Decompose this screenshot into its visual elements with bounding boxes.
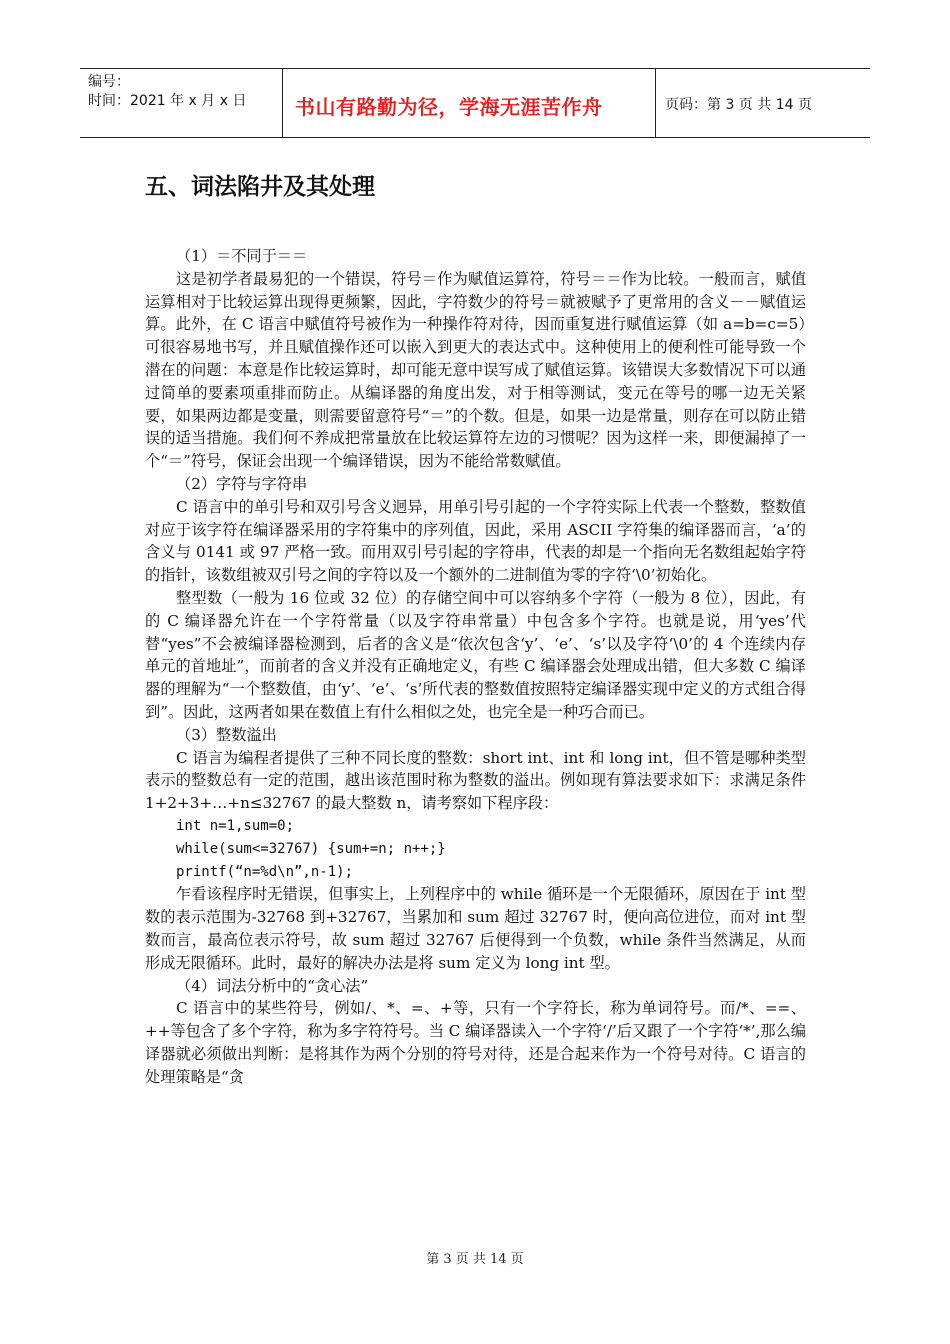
body-paragraph: 这是初学者最易犯的一个错误，符号＝作为赋值运算符，符号＝＝作为比较。一般而言，赋值运算相对于比较运算出现得更频繁，因此，字符数少的符号＝就被赋予了更常用的含义－－赋值运算。此外，在 C 语言中赋值符号被作为一种操作符对待，因而重复进行赋值运算（如 a=b=c=5）可很容易地书写，并且赋值操作还可以嵌入到更大的表达式中。这种使用上的便利性可能导致一个潜在的问题：本意是作比较运算时，却可能无意中误写成了赋值运算。该错误大多数情况下可以通过简单的要素项重排而防止。从编译器的角度出发，对于相等测试，变元在等号的哪一边无关紧要，如果两边都是变量，则需要留意符号“＝”的个数。但是，如果一边是常量，则存在可以防止错误的适当措施。我们何不养成把常量放在比较运算符左边的习惯呢？因为这样一来，即便漏掉了一个“＝”符号，保证会出现一个编译错误，因为不能给常数赋值。 xyxy=(145,269,806,471)
body-paragraph: C 语言中的某些符号，例如/、*、=、+等，只有一个字符长，称为单词符号。而/*、==、++等包含了多个字符，称为多字符符号。当 C 编译器读入一个字符‘/’后又跟了一个字符‘*’,那么编译器就必须做出判断：是将其作为两个分别的符号对待，还是合起来作为一个符号对待。C 语言的处理策略是“贪 xyxy=(145,999,806,1086)
body-paragraph: C 语言中的单引号和双引号含义迥异，用单引号引起的一个字符实际上代表一个整数，整数值对应于该字符在编译器采用的字符集中的序列值，因此，采用 ASCII 字符集的编译器而言，‘a’的含义与 0141 或 97 严格一致。而用双引号引起的字符串，代表的却是一个指向无名数组起始字符的指针，该数组被双引号之间的字符以及一个额外的二进制值为零的字符‘\0’初始化。 xyxy=(145,497,806,585)
page-footer: 第 3 页 共 14 页 xyxy=(426,1252,524,1267)
header-divider-right xyxy=(655,69,656,137)
document-body xyxy=(145,245,806,1088)
body-paragraph: C 语言为编程者提供了三种不同长度的整数：short int、int 和 long int，但不管是哪种类型表示的整数总有一定的范围，越出该范围时称为整数的溢出。例如现有算法要求如下：求满足条件 1+2+3+…+n≤32767 的最大整数 n，请考察如下程序段： xyxy=(145,748,806,813)
code-line: printf(“n=%d\n”,n-1); xyxy=(176,863,354,880)
subsection-heading: （4）词法分析中的“贪心法” xyxy=(176,976,369,995)
subsection-heading: （1）＝不同于＝＝ xyxy=(176,247,308,265)
section-title: 五、词法陷井及其处理 xyxy=(145,174,375,200)
body-paragraph: 乍看该程序时无错误，但事实上，上列程序中的 while 循环是一个无限循环，原因在于 int 型数的表示范围为-32768 到+32767，当累加和 sum 超过 32767 时，便向高位进位，而对 int 型数而言，最高位表示符号，故 sum 超过 32767 后便得到一个负数，while 条件当然满足，从而形成无限循环。此时，最好的解决办法是将 sum 定义为 long int 型。 xyxy=(145,885,806,972)
header-divider-left xyxy=(282,69,283,137)
subsection-heading: （3）整数溢出 xyxy=(176,725,277,744)
header-date-label: 时间：2021 年 x 月 x 日 xyxy=(88,93,247,109)
header-meta xyxy=(88,73,246,111)
body-paragraph: 整型数（一般为 16 位或 32 位）的存储空间中可以容纳多个字符（一般为 8 位），因此，有的 C 编译器允许在一个字符常量（以及字符串常量）中包含多个字符。也就是说，用‘yes’代替“yes”不会被编译器检测到，后者的含义是“依次包含‘y’、‘e’、‘s’以及字符‘\0’的 4 个连续内存单元的首地址”，而前者的含义并没有正确地定义，有些 C 编译器会处理成出错，但大多数 C 编译器的理解为“一个整数值，由‘y’、‘e’、‘s’所代表的整数值按照特定编译器实现中定义的方式组合得到”。因此，这两者如果在数值上有什么相似之处，也完全是一种巧合而已。 xyxy=(145,588,806,721)
header-number-label: 编号： xyxy=(88,74,130,90)
subsection-heading: （2）字符与字符串 xyxy=(176,474,308,493)
header-motto: 书山有路勤为径，学海无涯苦作舟 xyxy=(295,95,603,119)
header-page-info: 页码：第 3 页 共 14 页 xyxy=(665,97,812,113)
code-line: while(sum<=32767) {sum+=n; n++;} xyxy=(176,840,446,857)
code-line: int n=1,sum=0; xyxy=(176,817,295,834)
page-header xyxy=(80,68,870,138)
